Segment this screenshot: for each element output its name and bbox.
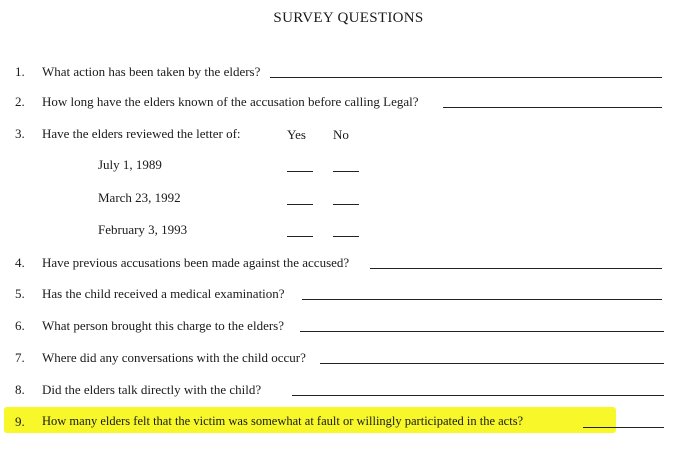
question-text: How many elders felt that the victim was somewhat at fault or willingly participated in the acts? — [42, 414, 524, 428]
question-text: Where did any conversations with the child occur? — [42, 350, 306, 365]
answer-line[interactable] — [292, 395, 664, 396]
question-5 — [0, 282, 697, 308]
letter-date: February 3, 1993 — [98, 222, 188, 237]
answer-line[interactable] — [443, 107, 662, 108]
question-text: How long have the elders known of the accusation before calling Legal? — [42, 94, 419, 109]
question-number: 5. — [15, 286, 25, 301]
question-text: Did the elders talk directly with the child? — [42, 382, 262, 397]
answer-line[interactable] — [370, 268, 662, 269]
answer-line[interactable] — [300, 331, 664, 332]
yes-blank[interactable] — [287, 171, 313, 172]
letter-date: July 1, 1989 — [98, 157, 162, 172]
question-8 — [0, 378, 697, 404]
no-blank[interactable] — [333, 204, 359, 205]
page-title: SURVEY QUESTIONS — [273, 10, 424, 26]
answer-line[interactable] — [320, 363, 664, 364]
question-text: What person brought this charge to the elders? — [42, 318, 284, 333]
no-column-label: No — [333, 127, 349, 142]
question-text: Have the elders reviewed the letter of: — [42, 126, 241, 141]
question-text: What action has been taken by the elders? — [42, 64, 261, 79]
yes-blank[interactable] — [287, 204, 313, 205]
question-number: 1. — [15, 64, 25, 79]
question-text: Have previous accusations been made against the accused? — [42, 255, 350, 270]
question-number: 2. — [15, 94, 25, 109]
question-text: Has the child received a medical examination? — [42, 286, 285, 301]
question-6 — [0, 314, 697, 340]
answer-line[interactable] — [302, 299, 662, 300]
question-number: 6. — [15, 318, 25, 333]
answer-line[interactable] — [270, 77, 662, 78]
question-4 — [0, 251, 697, 277]
question-7 — [0, 346, 697, 372]
question-1 — [0, 60, 697, 86]
answer-line[interactable] — [583, 427, 664, 428]
no-blank[interactable] — [333, 236, 359, 237]
question-number: 7. — [15, 350, 25, 365]
letter-date: March 23, 1992 — [98, 190, 181, 205]
no-blank[interactable] — [333, 171, 359, 172]
question-9 — [0, 410, 697, 436]
question-number: 3. — [15, 126, 25, 141]
yes-column-label: Yes — [287, 127, 306, 142]
question-2 — [0, 90, 697, 116]
question-number: 8. — [15, 382, 25, 397]
question-number: 4. — [15, 255, 25, 270]
question-number: 9. — [15, 414, 25, 429]
yes-blank[interactable] — [287, 236, 313, 237]
